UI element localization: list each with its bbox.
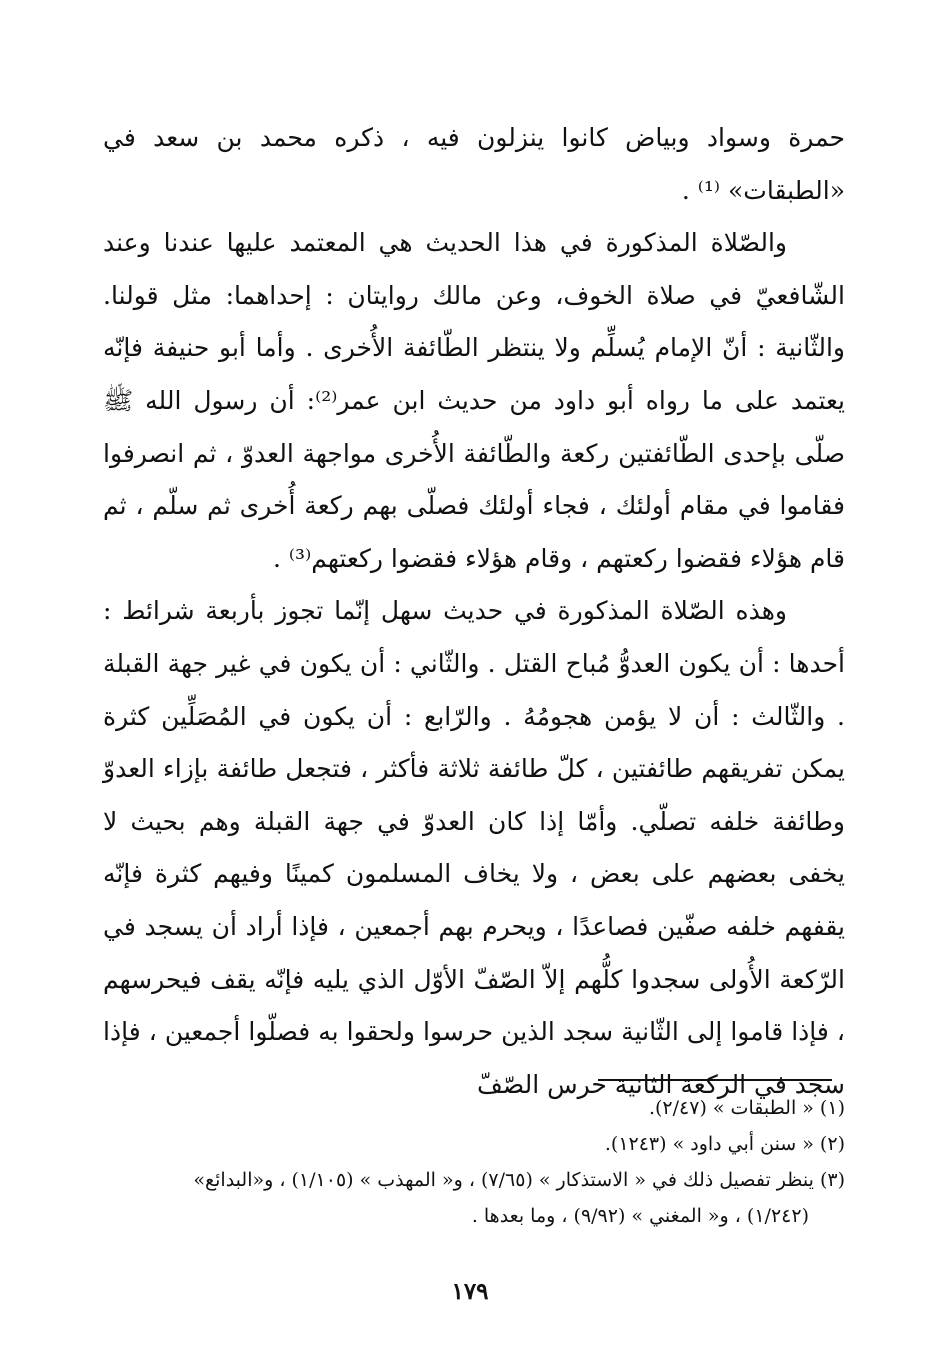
footnote-3-continuation: (١/٢٤٢) ، و« المغني » (٩/٩٢) ، وما بعدها . [471,1205,809,1227]
page-number: ١٧٩ [451,1278,489,1305]
footnote-1: (١) « الطبقات » (٢/٤٧). [648,1097,845,1119]
footnote-2: (٢) « سنن أبي داود » (١٢٤٣). [604,1133,845,1155]
footnote-3: (٣) ينظر تفصيل ذلك في « الاستذكار » (٧/٦٥) ، و« المهذب » (١/١٠٥) ، و«البدائع» [193,1169,845,1191]
main-text [103,112,845,1111]
paragraph-1: حمرة وسواد وبياض كانوا ينزلون فيه ، ذكره محمد بن سعد في «الطبقات» ⁽¹⁾ . [103,123,845,205]
paragraph-3: وهذه الصّلاة المذكورة في حديث سهل إنّما تجوز بأربعة شرائط : أحدها : أن يكون العدوُّ مُباح القتل . والثّاني : أن يكون في غير جهة القبلة . والثّالث : أن لا يؤمن هجومُهُ . والرّابع : أن يكون في المُصَلِّين كثرة يمكن تفريقهم طائفتين ، كلّ طائفة ثلاثة فأكثر ، فتجعل طائفة بإزاء العدوّ وطائفة خلفه تصلّي. وأمّا إذا كان العدوّ في جهة القبلة وهم بحيث لا يخفى بعضهم على بعض ، ولا يخاف المسلمون كمينًا وفيهم كثرة فإنّه يقفهم خلفه صفّين فصاعدًا ، ويحرم بهم أجمعين ، فإذا أراد أن يسجد في الرّكعة الأُولى سجدوا كلُّهم إلاّ الصّفّ الأوّل الذي يليه فإنّه يقف فيحرسهم ، فإذا قاموا إلى الثّانية سجد الذين حرسوا ولحقوا به فصلّوا أجمعين ، فإذا سجد في الركعة الثانية حرس الصّفّ [103,596,845,1099]
footnote-separator [598,1079,832,1081]
footnotes [100,1090,845,1234]
paragraph-2: والصّلاة المذكورة في هذا الحديث هي المعتمد عليها عندنا وعند الشّافعيّ في صلاة الخوف، وعن مالك روايتان : إحداهما: مثل قولنا. والثّانية : أنّ الإمام يُسلِّم ولا ينتظر الطّائفة الأُخرى . وأما أبو حنيفة فإنّه يعتمد على ما رواه أبو داود من حديث ابن عمر⁽²⁾: أن رسول الله ﷺ صلّى بإحدى الطّائفتين ركعة والطّائفة الأُخرى مواجهة العدوّ ، ثم انصرفوا فقاموا في مقام أولئك ، فجاء أولئك فصلّى بهم ركعة أُخرى ثم سلّم ، ثم قام هؤلاء فقضوا ركعتهم ، وقام هؤلاء فقضوا ركعتهم⁽³⁾ . [103,228,846,573]
